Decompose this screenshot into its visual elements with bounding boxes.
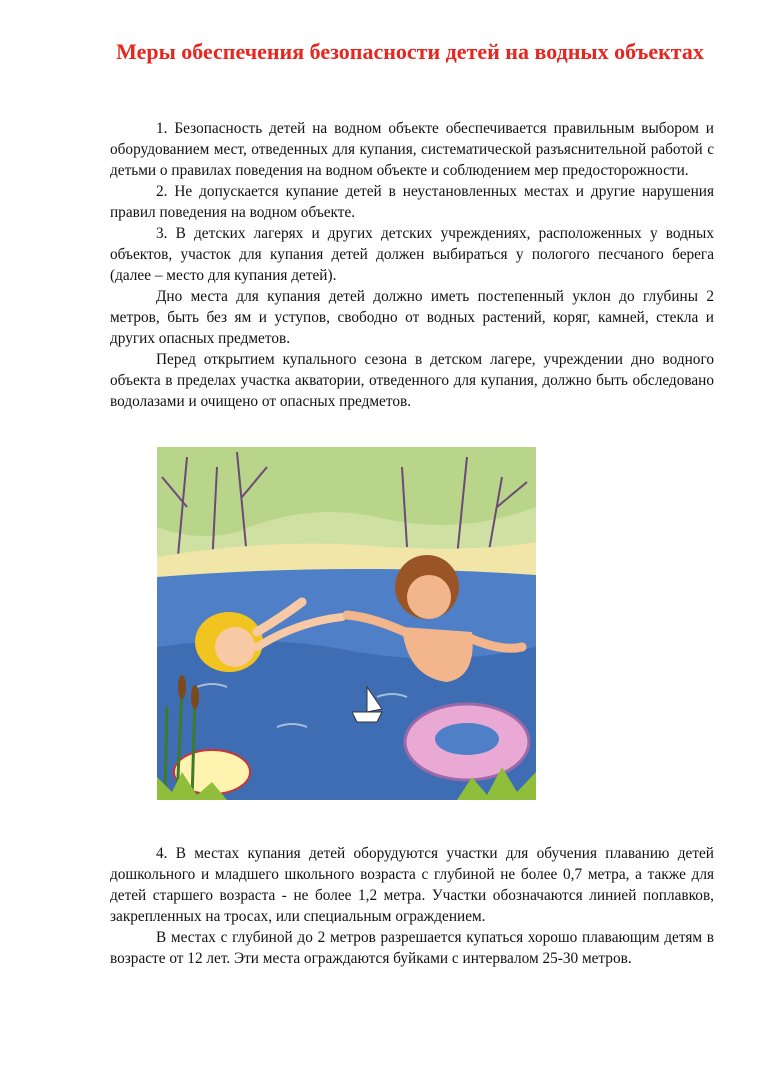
text-block-top xyxy=(110,118,714,412)
paragraph: 3. В детских лагерях и других детских учреждениях, расположенных у водных объектов, участок для купания детей должен выбираться у пологого песчаного берега (далее – место для купания детей). xyxy=(110,225,714,284)
paragraph: В местах с глубиной до 2 метров разрешается купаться хорошо плавающим детям в возрасте от 12 лет. Эти места ограждаются буйками с интервалом 25-30 метров. xyxy=(110,929,714,967)
document-title: Меры обеспечения безопасности детей на водных объектах xyxy=(116,39,704,64)
paragraph: Перед открытием купального сезона в детском лагере, учреждении дно водного объекта в пределах участка акватории, отведенного для купания, должно быть обследовано водолазами и очищено от опасных предметов. xyxy=(110,351,714,410)
children-swimming-illustration xyxy=(157,447,536,800)
paragraph: Дно места для купания детей должно иметь постепенный уклон до глубины 2 метров, быть без ям и уступов, свободно от водных растений, коряг, камней, стекла и других опасных предметов. xyxy=(110,288,714,347)
text-block-bottom xyxy=(110,843,714,969)
paragraph: 4. В местах купания детей оборудуются участки для обучения плаванию детей дошкольного и младшего школьного возраста с глубиной не более 0,7 метра, а также для детей старшего возраста - не более 1,2 метра. Участки обозначаются линией поплавков, закрепленных на тросах, или специальным ограждением. xyxy=(110,845,714,925)
paragraph: 2. Не допускается купание детей в неустановленных местах и другие нарушения правил поведения на водном объекте. xyxy=(110,183,714,221)
paragraph: 1. Безопасность детей на водном объекте обеспечивается правильным выбором и оборудованием мест, отведенных для купания, систематической разъяснительной работой с детьми о правилах поведения на водном объекте и соблюдением мер предосторожности. xyxy=(110,120,714,179)
